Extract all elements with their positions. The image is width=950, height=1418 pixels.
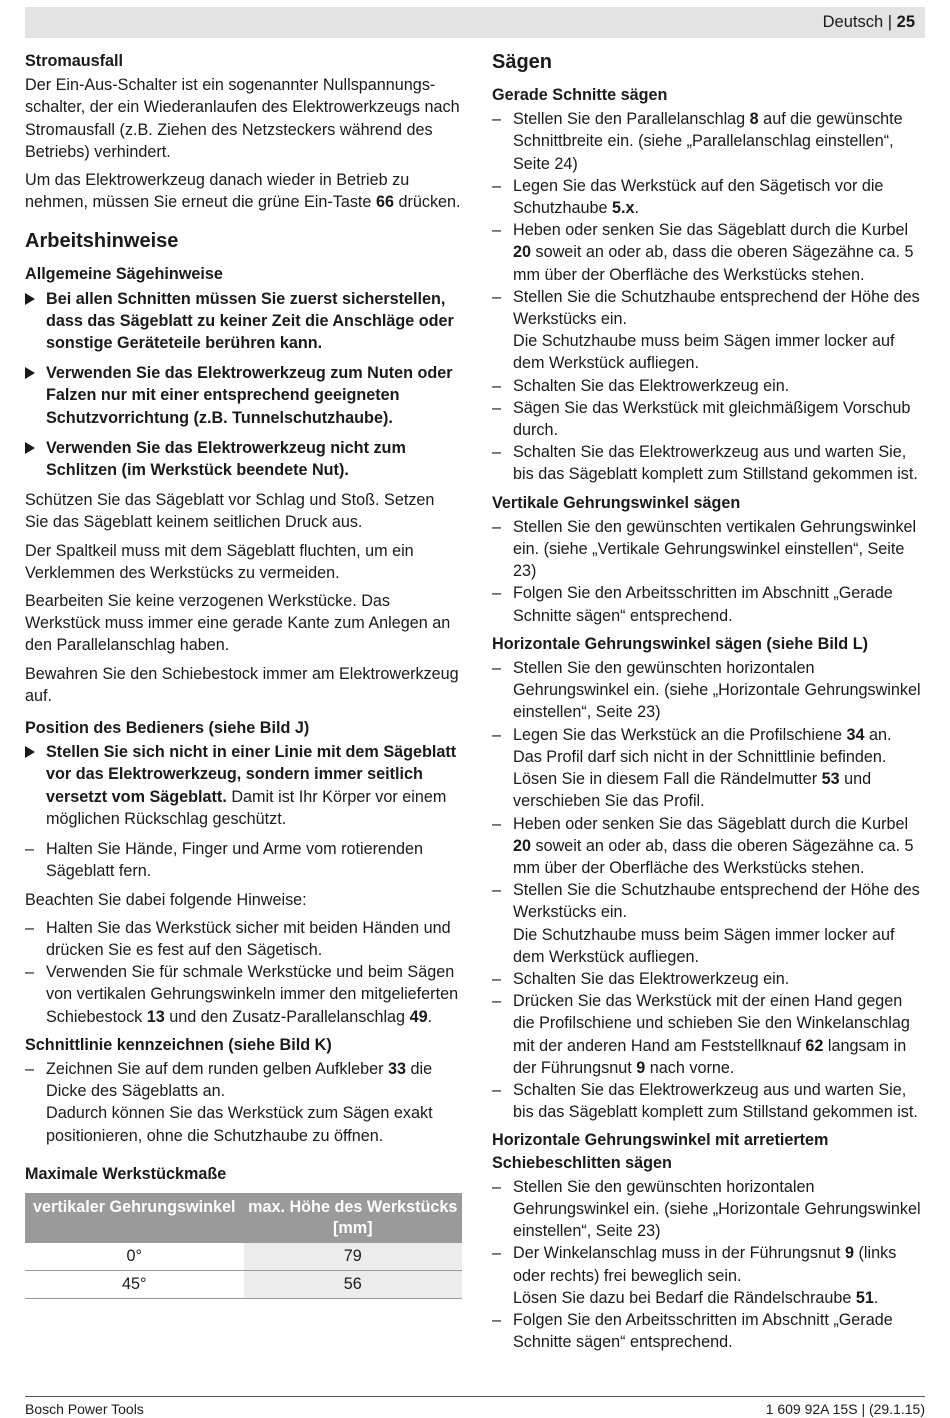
- warning-item: [25, 741, 462, 830]
- list-text: Das Profil darf sich nicht in der Schnittlinie befinden. Lösen Sie in diesem Fall die Rändelmutter: [513, 747, 887, 789]
- list-text: Folgen Sie den Arbeitsschritten im Abschnitt „Gerade Schnitte sägen“ entsprechend.: [513, 1310, 893, 1352]
- list-text: Schalten Sie das Elektrowerkzeug ein.: [513, 376, 790, 395]
- table-cell: 79: [244, 1243, 463, 1271]
- dash-list-item: [492, 397, 926, 441]
- warning-arrow-icon: [25, 367, 35, 379]
- dash-bullet: –: [492, 1177, 502, 1196]
- list-text: Halten Sie das Werkstück sicher mit beiden Händen und drücken Sie es fest auf den Sägetisch.: [46, 918, 451, 959]
- list-text: Halten Sie Hände, Finger und Arme vom rotierenden Sägeblatt fern.: [46, 840, 424, 881]
- paragraph: Der Spaltkeil muss mit dem Sägeblatt fluchten, um ein Verklemmen des Werkstücks zu vermeiden.: [25, 541, 414, 582]
- list-text: Legen Sie das Werkstück an die Profilschiene: [513, 725, 847, 744]
- dash-list-item: [492, 968, 926, 990]
- list-text: Schalten Sie das Elektrowerkzeug aus und warten Sie, bis das Sägeblatt komplett zum Stillstand gekommen ist.: [513, 1080, 918, 1122]
- warning-text: Bei allen Schnitten müssen Sie zuerst sicherstellen, dass das Sägeblatt zu keiner Zeit die Anschläge oder sonstige Geräteteile berühren kann.: [46, 289, 454, 353]
- list-text: Lösen Sie dazu bei Bedarf die Rändelschraube: [513, 1288, 856, 1307]
- list-text: soweit an oder ab, dass die oberen Sägezähne ca. 5 mm über der Oberfläche des Werkstücks stehen.: [513, 243, 914, 284]
- dash-bullet: –: [492, 110, 502, 129]
- dash-list-item: [492, 724, 926, 813]
- part-number: 33: [387, 1059, 406, 1078]
- list-text: die Dicke des Sägeblatts an.: [46, 1059, 433, 1101]
- dash-bullet: –: [492, 221, 502, 240]
- list-text: Zeichnen Sie auf dem runden gelben Aufkleber: [46, 1059, 388, 1078]
- list-text: Stellen Sie den gewünschten horizontalen Gehrungswinkel ein. (siehe „Horizontale Gehrungswinkel einstellen“, Seite 23): [513, 1177, 921, 1241]
- text: Um das Elektrowerkzeug danach wieder in Betrieb zu nehmen, müssen Sie erneut die grüne Ein-Taste: [25, 171, 410, 212]
- list-text: .: [634, 199, 640, 218]
- dash-bullet: –: [492, 517, 502, 536]
- list-text: und verschieben Sie das Profil.: [513, 770, 872, 811]
- heading-stromausfall: Stromausfall: [25, 52, 124, 70]
- list-text: an.: [864, 725, 892, 744]
- list-text: Die Schutzhaube muss beim Sägen immer locker auf dem Werkstück aufliegen.: [513, 925, 895, 966]
- part-number: 51: [855, 1288, 874, 1307]
- table-cell: 0°: [25, 1243, 244, 1271]
- list-text: Sägen Sie das Werkstück mit gleichmäßigem Vorschub durch.: [513, 398, 911, 440]
- dash-bullet: –: [25, 1059, 35, 1078]
- paragraph: Bearbeiten Sie keine verzogenen Werkstücke. Das Werkstück muss immer eine gerade Kante zum Anlegen an den Parallelanschlag haben.: [25, 592, 451, 655]
- dash-bullet: –: [492, 1244, 502, 1263]
- heading-saegen: Sägen: [492, 51, 553, 73]
- heading-horizontale-gehrung: Horizontale Gehrungswinkel sägen (siehe Bild L): [492, 634, 868, 653]
- part-number: 62: [805, 1036, 824, 1055]
- part-number: 5.x: [612, 199, 635, 218]
- table-header-cell: max. Höhe des Werkstücks [mm]: [244, 1193, 463, 1243]
- paragraph: Schützen Sie das Sägeblatt vor Schlag und Stoß. Setzen Sie das Sägeblatt keinem seitlichen Druck aus.: [25, 491, 435, 532]
- part-number: 8: [749, 110, 759, 129]
- list-text: Stellen Sie den Parallelanschlag: [513, 110, 750, 129]
- page-number: 25: [896, 13, 915, 31]
- list-text: auf die gewünschte Schnittbreite ein. (siehe „Parallelanschlag einstellen“, Seite 24): [513, 110, 903, 173]
- dash-bullet: –: [492, 881, 502, 900]
- dash-list-item: [492, 286, 926, 375]
- warning-text: Verwenden Sie das Elektrowerkzeug zum Nuten oder Falzen nur mit einer entsprechend geeigneten Schutzvorrichtung (z.B. Tunnelschutzhaube).: [46, 364, 453, 427]
- table-row: [25, 1270, 462, 1298]
- list-text: (links oder rechts) frei beweglich sein.: [513, 1244, 897, 1285]
- heading-maximale-werkstueckmasse: Maximale Werkstückmaße: [25, 1164, 227, 1183]
- dash-bullet: –: [492, 992, 502, 1011]
- dash-list-item: [492, 1176, 926, 1243]
- footer-publisher: Bosch Power Tools: [25, 1401, 144, 1417]
- list-text: Folgen Sie den Arbeitsschritten im Abschnitt „Gerade Schnitte sägen“ entsprechend.: [513, 584, 893, 625]
- header-text: [823, 13, 915, 32]
- page-header: [25, 7, 925, 38]
- paragraph: Der Ein-Aus-Schalter ist ein sogenannter Nullspannungs-schalter, der ein Wiederanlaufen des Elektrowerkzeugs nach Stromausfall (z.B. Ziehen des Netzsteckers während des Betriebs) verhindert.: [25, 76, 460, 161]
- part-number: 13: [146, 1007, 165, 1026]
- part-number: 49: [409, 1007, 428, 1026]
- dash-list-item: [25, 961, 462, 1028]
- footer-document-id: 1 609 92A 15S | (29.1.15): [765, 1401, 925, 1417]
- dash-list-item: [492, 657, 926, 724]
- dash-list-item: [492, 879, 926, 968]
- heading-arbeitshinweise: Arbeitshinweise: [25, 230, 179, 253]
- list-text: und den Zusatz-Parallelanschlag: [164, 1007, 410, 1026]
- dash-bullet: –: [25, 963, 35, 982]
- heading-schnittlinie: Schnittlinie kennzeichnen (siehe Bild K): [25, 1035, 332, 1054]
- list-text: Drücken Sie das Werkstück mit der einen Hand gegen die Profilschiene und schieben Sie den Winkelanschlag mit der anderen Hand am Feststellknauf: [513, 992, 910, 1055]
- footer-divider: [25, 1396, 925, 1397]
- table-header-cell: vertikaler Gehrungswinkel: [25, 1193, 244, 1243]
- dash-list-item: [25, 838, 462, 882]
- dash-list-item: [492, 1242, 926, 1309]
- list-text: Stellen Sie die Schutzhaube entsprechend der Höhe des Werkstücks ein.: [513, 881, 920, 922]
- part-number: 34: [846, 725, 865, 744]
- table-cell: 56: [244, 1270, 463, 1298]
- part-number: 66: [375, 193, 394, 212]
- table-cell: 45°: [25, 1270, 244, 1298]
- heading-horizontale-gehrung-arretiert: Horizontale Gehrungswinkel mit arretiertem Schiebeschlitten sägen: [492, 1131, 829, 1172]
- dash-bullet: –: [492, 969, 502, 988]
- dash-list-item: [492, 219, 926, 286]
- list-text: .: [427, 1007, 433, 1026]
- max-dimensions-table: [25, 1193, 462, 1299]
- dash-bullet: –: [492, 659, 502, 678]
- dash-list-item: [492, 1079, 926, 1123]
- warning-arrow-icon: [25, 293, 35, 305]
- warning-item: [25, 362, 462, 429]
- warning-arrow-icon: [25, 442, 35, 454]
- dash-list-item: [492, 175, 926, 219]
- list-text: Schalten Sie das Elektrowerkzeug aus und warten Sie, bis das Sägeblatt komplett zum Stillstand gekommen ist.: [513, 443, 918, 484]
- dash-list-item: [492, 582, 926, 626]
- dash-list-item: [492, 516, 926, 583]
- dash-bullet: –: [492, 376, 502, 395]
- right-column: [492, 50, 926, 1353]
- warning-text: Stellen Sie sich nicht in einer Linie mit dem Sägeblatt vor das Elektrowerkzeug, sondern immer seitlich versetzt vom Sägeblatt.: [46, 743, 457, 806]
- list-text: Legen Sie das Werkstück auf den Sägetisch vor die Schutzhaube: [513, 176, 884, 218]
- part-number: 20: [513, 836, 532, 855]
- dash-list-item: [25, 1058, 462, 1147]
- paragraph: [25, 169, 462, 213]
- heading-position-bediener: Position des Bedieners (siehe Bild J): [25, 719, 310, 738]
- part-number: 53: [821, 770, 840, 789]
- list-text: Schalten Sie das Elektrowerkzeug ein.: [513, 969, 790, 988]
- heading-allgemeine-saegehinweise: Allgemeine Sägehinweise: [25, 265, 223, 284]
- list-text: nach vorne.: [645, 1058, 735, 1077]
- text: drücken.: [393, 193, 461, 212]
- dash-bullet: –: [25, 840, 35, 859]
- paragraph: Beachten Sie dabei folgende Hinweise:: [25, 890, 307, 909]
- dash-bullet: –: [492, 398, 502, 417]
- warning-text-rest: Damit ist Ihr Körper vor einem möglichen Rückschlag geschützt.: [46, 787, 447, 828]
- list-text: Stellen Sie den gewünschten horizontalen Gehrungswinkel ein. (siehe „Horizontale Gehrungswinkel einstellen“, Seite 23): [513, 659, 921, 722]
- heading-gerade-schnitte: Gerade Schnitte sägen: [492, 86, 668, 104]
- list-text: soweit an oder ab, dass die oberen Sägezähne ca. 5 mm über der Oberfläche des Werkstücks stehen.: [513, 836, 914, 877]
- dash-list-item: [492, 108, 926, 175]
- dash-bullet: –: [492, 725, 502, 744]
- header-language: Deutsch: [822, 13, 884, 31]
- list-text: Dadurch können Sie das Werkstück zum Sägen exakt positionieren, ohne die Schutzhaube zu öffnen.: [46, 1104, 433, 1145]
- paragraph: Bewahren Sie den Schiebestock immer am Elektrowerkzeug auf.: [25, 664, 459, 705]
- list-text: Stellen Sie die Schutzhaube entsprechend der Höhe des Werkstücks ein.: [513, 287, 920, 329]
- dash-list-item: [492, 990, 926, 1079]
- left-column: [25, 50, 462, 1299]
- list-text: .: [873, 1288, 879, 1307]
- dash-bullet: –: [492, 287, 502, 306]
- dash-bullet: –: [492, 176, 502, 195]
- warning-text: Verwenden Sie das Elektrowerkzeug nicht zum Schlitzen (im Werkstück beendete Nut).: [46, 438, 406, 480]
- list-text: Heben oder senken Sie das Sägeblatt durch die Kurbel: [513, 221, 909, 240]
- dash-list-item: [25, 917, 462, 961]
- warning-arrow-icon: [25, 746, 35, 758]
- dash-bullet: –: [492, 814, 502, 833]
- dash-list-item: [492, 1309, 926, 1353]
- dash-bullet: –: [492, 443, 502, 462]
- dash-list-item: [492, 813, 926, 880]
- list-text: langsam in der Führungsnut: [513, 1036, 907, 1077]
- list-text: Verwenden Sie für schmale Werkstücke und beim Sägen von vertikalen Gehrungswinkeln immer den mitgelieferten Schiebestock: [46, 963, 459, 1026]
- dash-list-item: [492, 375, 926, 397]
- part-number: 9: [636, 1058, 646, 1077]
- header-separator: |: [883, 13, 897, 31]
- list-text: Stellen Sie den gewünschten vertikalen Gehrungswinkel ein. (siehe „Vertikale Gehrungswinkel einstellen“, Seite 23): [513, 517, 917, 581]
- table-row: [25, 1243, 462, 1271]
- list-text: Heben oder senken Sie das Sägeblatt durch die Kurbel: [513, 814, 909, 833]
- dash-bullet: –: [25, 918, 35, 937]
- warning-item: [25, 437, 462, 481]
- heading-vertikale-gehrung: Vertikale Gehrungswinkel sägen: [492, 493, 741, 512]
- list-text: Die Schutzhaube muss beim Sägen immer locker auf dem Werkstück aufliegen.: [513, 332, 895, 373]
- dash-list-item: [492, 441, 926, 485]
- part-number: 9: [845, 1244, 855, 1263]
- part-number: 20: [513, 243, 532, 262]
- dash-bullet: –: [492, 584, 502, 603]
- list-text: Der Winkelanschlag muss in der Führungsnut: [513, 1244, 845, 1263]
- table-header-row: [25, 1193, 462, 1243]
- dash-bullet: –: [492, 1080, 502, 1099]
- warning-item: [25, 288, 462, 355]
- dash-bullet: –: [492, 1310, 502, 1329]
